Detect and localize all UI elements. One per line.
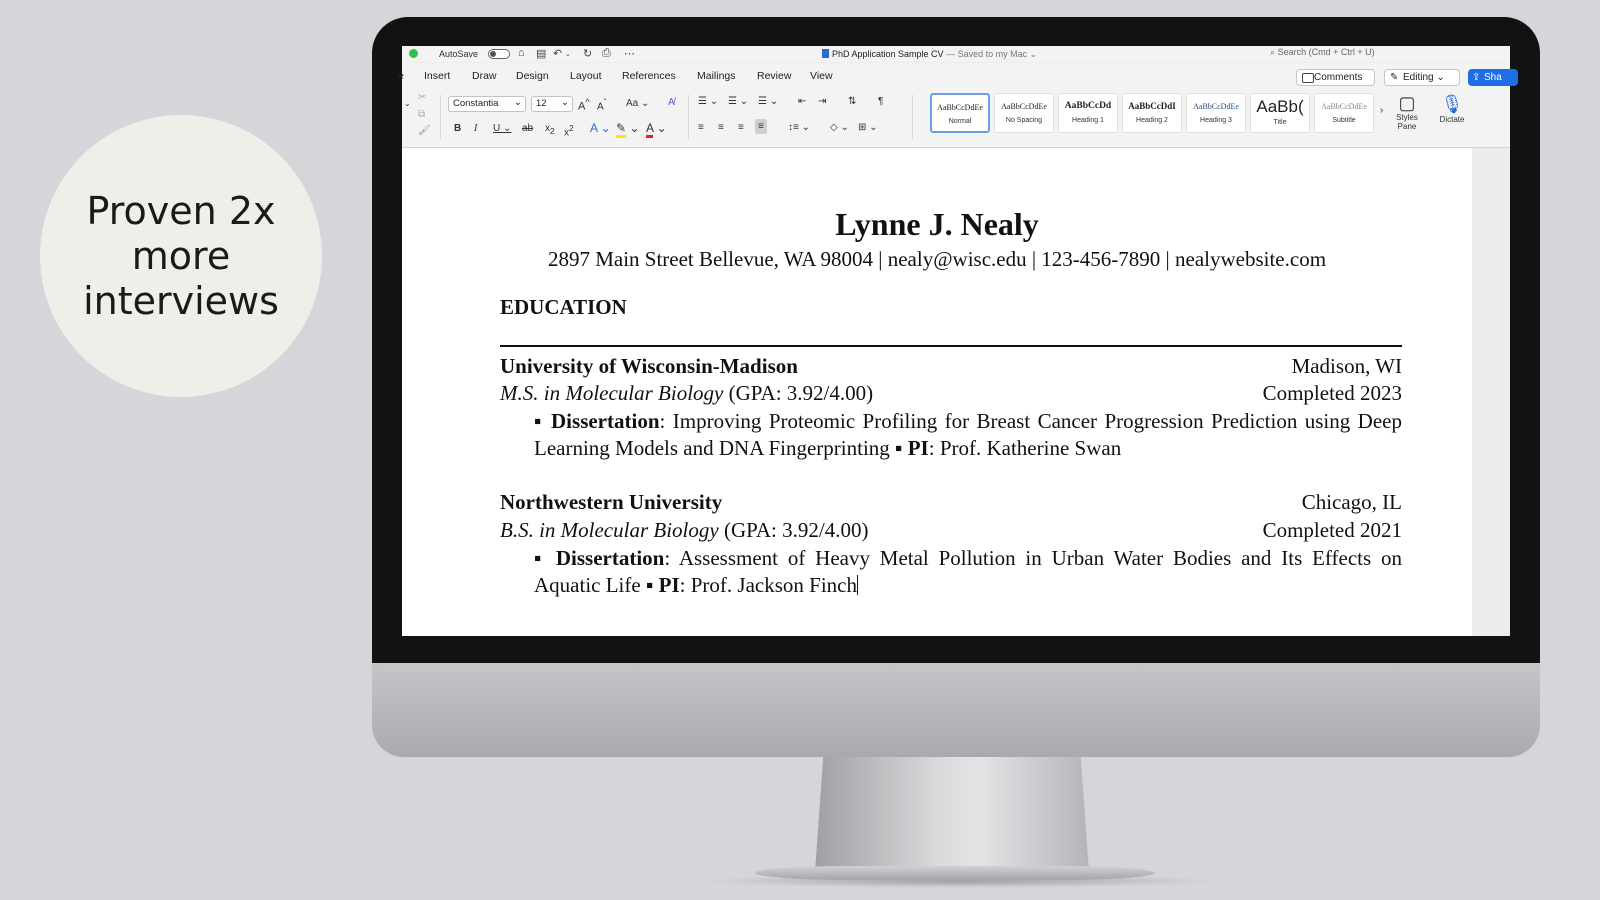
- decrease-indent-icon[interactable]: ⇤: [798, 96, 807, 107]
- font-size-value: 12: [536, 98, 547, 109]
- gpa: (GPA: 3.92/4.00): [718, 518, 869, 542]
- copy-icon[interactable]: ⧉: [418, 109, 426, 120]
- search-placeholder: Search (Cmd + Ctrl + U): [1277, 47, 1375, 57]
- print-icon[interactable]: ⎙: [602, 47, 611, 59]
- styles-pane-label: Styles Pane: [1396, 113, 1418, 131]
- text-effects-icon[interactable]: A ⌄: [590, 121, 611, 135]
- style-heading-1[interactable]: [1058, 93, 1118, 133]
- completion-date: Completed 2023: [1262, 381, 1402, 405]
- strikethrough-icon[interactable]: ab: [522, 123, 534, 134]
- dictate-button[interactable]: [1434, 93, 1470, 124]
- autosave-label: AutoSave: [439, 49, 479, 59]
- pi-label: PI: [658, 573, 680, 597]
- increase-indent-icon[interactable]: ⇥: [818, 96, 827, 107]
- comments-button[interactable]: [1296, 69, 1375, 86]
- line-spacing-icon[interactable]: ↕≡ ⌄: [788, 122, 810, 133]
- grow-font-icon[interactable]: A^: [578, 97, 590, 113]
- share-label: Sha: [1484, 72, 1502, 83]
- clear-formatting-icon[interactable]: A̸: [668, 97, 675, 108]
- divider: [688, 95, 689, 139]
- style-sample: AaBbCcDdEe: [1193, 102, 1239, 111]
- tab-references[interactable]: References: [622, 70, 676, 82]
- style-label: Normal: [948, 118, 972, 125]
- school-location: Madison, WI: [1291, 354, 1402, 378]
- style-label: Heading 1: [1072, 117, 1104, 124]
- school-name: University of Wisconsin-Madison: [500, 354, 798, 378]
- monitor-stand: [815, 757, 1089, 872]
- education-entry-header: [500, 354, 1402, 382]
- degree-line: [500, 381, 1402, 409]
- font-name-value: Constantia: [453, 98, 499, 109]
- dissertation-detail: ▪ Dissertation: Improving Proteomic Profiling for Breast Cancer Progression Prediction using Deep Learning Models and DNA Fingerprinting ▪ PI: Prof. Katherine Swan: [534, 409, 1402, 460]
- save-icon[interactable]: ▤: [536, 48, 547, 60]
- share-icon: ⇪: [1472, 72, 1481, 83]
- section-heading-education: EDUCATION: [500, 295, 627, 319]
- redo-icon[interactable]: ↻: [583, 48, 593, 60]
- borders-icon[interactable]: ⊞ ⌄: [858, 122, 878, 133]
- dissertation-label: Dissertation: [555, 546, 665, 570]
- chevron-down-icon: ⌄: [514, 97, 522, 108]
- style-sample: AaBb(: [1256, 97, 1304, 116]
- paste-dropdown-icon[interactable]: ⌄: [404, 99, 411, 108]
- editing-label: Editing: [1403, 72, 1434, 83]
- style-label: Title: [1273, 119, 1287, 126]
- font-name-select[interactable]: [448, 96, 526, 112]
- chevron-down-icon: ⌄: [561, 97, 569, 108]
- divider: [912, 95, 913, 139]
- tab-review[interactable]: Review: [757, 70, 792, 82]
- tab-layout[interactable]: Layout: [570, 70, 602, 82]
- dissertation-label: Dissertation: [551, 409, 660, 433]
- home-ribbon: [402, 89, 1510, 148]
- styles-pane-button[interactable]: [1392, 93, 1422, 131]
- pi-name: : Prof. Jackson Finch: [679, 573, 857, 597]
- comments-label: Comments: [1314, 72, 1363, 83]
- style-sample: AaBbCcDdI: [1128, 101, 1176, 111]
- document-save-status: — Saved to my Mac: [946, 49, 1028, 59]
- pi-name: : Prof. Katherine Swan: [928, 436, 1122, 460]
- search-icon: ⌕: [1270, 47, 1276, 57]
- align-right-icon[interactable]: ≡: [738, 122, 744, 133]
- monitor-chin: [372, 663, 1540, 757]
- vertical-scrollbar[interactable]: [1472, 148, 1510, 636]
- dissertation-title: : Improving Proteomic Profiling for Breast Cancer Progression Prediction using Deep Learning Models and DNA Fingerprinting: [534, 409, 1402, 460]
- editing-mode-button[interactable]: [1384, 69, 1460, 86]
- document-name: PhD Application Sample CV: [832, 49, 944, 59]
- document-canvas[interactable]: [402, 148, 1472, 636]
- degree-name: B.S. in Molecular Biology: [500, 518, 719, 542]
- tab-mailings[interactable]: Mailings: [697, 70, 736, 82]
- search-field[interactable]: [1270, 47, 1505, 61]
- numbering-icon[interactable]: ☰ ⌄: [728, 96, 749, 107]
- microphone-icon: 🎙: [1440, 94, 1464, 114]
- shading-icon[interactable]: ◇ ⌄: [830, 122, 849, 133]
- divider: [440, 95, 441, 139]
- school-location: Chicago, IL: [1301, 490, 1402, 514]
- style-no-spacing[interactable]: [994, 93, 1054, 133]
- word-window: [398, 46, 1510, 636]
- font-size-select[interactable]: [531, 96, 573, 112]
- title-bar: [402, 46, 1510, 62]
- chevron-down-icon: ⌄: [1436, 72, 1445, 83]
- style-title[interactable]: [1250, 93, 1310, 133]
- undo-icon[interactable]: ↶: [553, 48, 563, 60]
- gpa: (GPA: 3.92/4.00): [723, 381, 874, 405]
- sort-icon[interactable]: ⇅: [848, 96, 857, 107]
- underline-icon[interactable]: U ⌄: [493, 123, 512, 134]
- ribbon-tabs: [398, 63, 1510, 89]
- italic-icon[interactable]: I: [474, 123, 478, 134]
- style-heading-2[interactable]: [1122, 93, 1182, 133]
- align-center-icon[interactable]: ≡: [718, 122, 724, 133]
- monitor-foot: [755, 866, 1155, 880]
- word-doc-icon: [822, 49, 829, 58]
- subscript-icon[interactable]: $x_2$: [545, 123, 555, 136]
- tab-insert[interactable]: Insert: [424, 70, 451, 82]
- style-sample: AaBbCcDd: [1064, 101, 1112, 111]
- home-icon[interactable]: ⌂: [518, 47, 525, 59]
- cv-contact-line: 2897 Main Street Bellevue, WA 98004 | nealy@wisc.edu | 123-456-7890 | nealywebsite.com: [547, 247, 1327, 271]
- chevron-right-icon[interactable]: ›: [1380, 105, 1384, 116]
- style-heading-3[interactable]: [1186, 93, 1246, 133]
- style-sample: AaBbCcDdEe: [937, 103, 983, 112]
- tab-draw[interactable]: Draw: [472, 70, 497, 82]
- cut-icon[interactable]: ✂: [418, 92, 427, 103]
- document-title[interactable]: [822, 49, 1037, 60]
- pi-label: PI: [907, 436, 929, 460]
- format-painter-icon[interactable]: 🖌: [418, 125, 431, 136]
- chevron-down-icon: ⌄: [1029, 49, 1038, 59]
- document-page: [402, 148, 1472, 636]
- superscript-icon[interactable]: $x^2$: [564, 123, 574, 139]
- promo-badge-text: Proven 2x more interviews: [83, 188, 279, 323]
- tab-home[interactable]: e: [398, 70, 404, 82]
- dissertation-title: : Assessment of Heavy Metal Pollution in Urban Water Bodies and Its Effects on Aquatic Life: [534, 546, 1402, 597]
- style-sample: AaBbCcDdEe: [1321, 102, 1367, 111]
- tab-view[interactable]: View: [810, 70, 833, 82]
- justify-icon[interactable]: ≡: [755, 119, 767, 134]
- styles-gallery: [922, 93, 1384, 141]
- degree-line: [500, 518, 1402, 546]
- style-subtitle[interactable]: [1314, 93, 1374, 133]
- multilevel-list-icon[interactable]: ☰ ⌄: [758, 96, 779, 107]
- bullets-icon[interactable]: ☰ ⌄: [698, 96, 719, 107]
- degree-name: M.S. in Molecular Biology: [500, 381, 724, 405]
- cv-name: Lynne J. Nealy: [835, 206, 1039, 242]
- bold-icon[interactable]: B: [454, 123, 462, 134]
- completion-date: Completed 2021: [1262, 518, 1402, 542]
- education-entry-header: [500, 490, 1402, 518]
- window-zoom-button[interactable]: [409, 49, 418, 58]
- promo-badge: [40, 115, 322, 397]
- style-label: Heading 2: [1136, 117, 1168, 124]
- change-case-icon[interactable]: Aa ⌄: [626, 98, 650, 109]
- align-left-icon[interactable]: ≡: [698, 122, 704, 133]
- shrink-font-icon[interactable]: $A^ˇ$: [597, 97, 607, 113]
- style-normal[interactable]: [930, 93, 990, 133]
- school-name: Northwestern University: [500, 490, 723, 514]
- text-cursor: [857, 575, 858, 595]
- share-button[interactable]: [1468, 69, 1518, 86]
- style-label: Heading 3: [1200, 117, 1232, 124]
- autosave-toggle[interactable]: [488, 49, 510, 59]
- pencil-icon: ✎: [1390, 72, 1399, 83]
- section-rule: [500, 345, 1402, 347]
- tab-design[interactable]: Design: [516, 70, 549, 82]
- undo-dropdown-icon[interactable]: ⌄: [565, 51, 571, 58]
- style-label: No Spacing: [1005, 117, 1043, 124]
- show-formatting-marks-icon[interactable]: ¶: [878, 96, 884, 107]
- style-label: Subtitle: [1332, 117, 1356, 124]
- styles-pane-icon: ▢: [1398, 93, 1416, 113]
- more-icon[interactable]: ⋯: [624, 48, 635, 60]
- dissertation-detail: ▪ Dissertation: Assessment of Heavy Metal Pollution in Urban Water Bodies and Its Effects on Aquatic Life ▪ PI: Prof. Jackson Finch: [534, 546, 1402, 597]
- font-color-icon[interactable]: A ⌄: [646, 121, 667, 135]
- dictate-label: Dictate: [1439, 115, 1465, 124]
- highlight-icon[interactable]: ✎ ⌄: [616, 121, 639, 135]
- style-sample: AaBbCcDdEe: [1001, 102, 1047, 111]
